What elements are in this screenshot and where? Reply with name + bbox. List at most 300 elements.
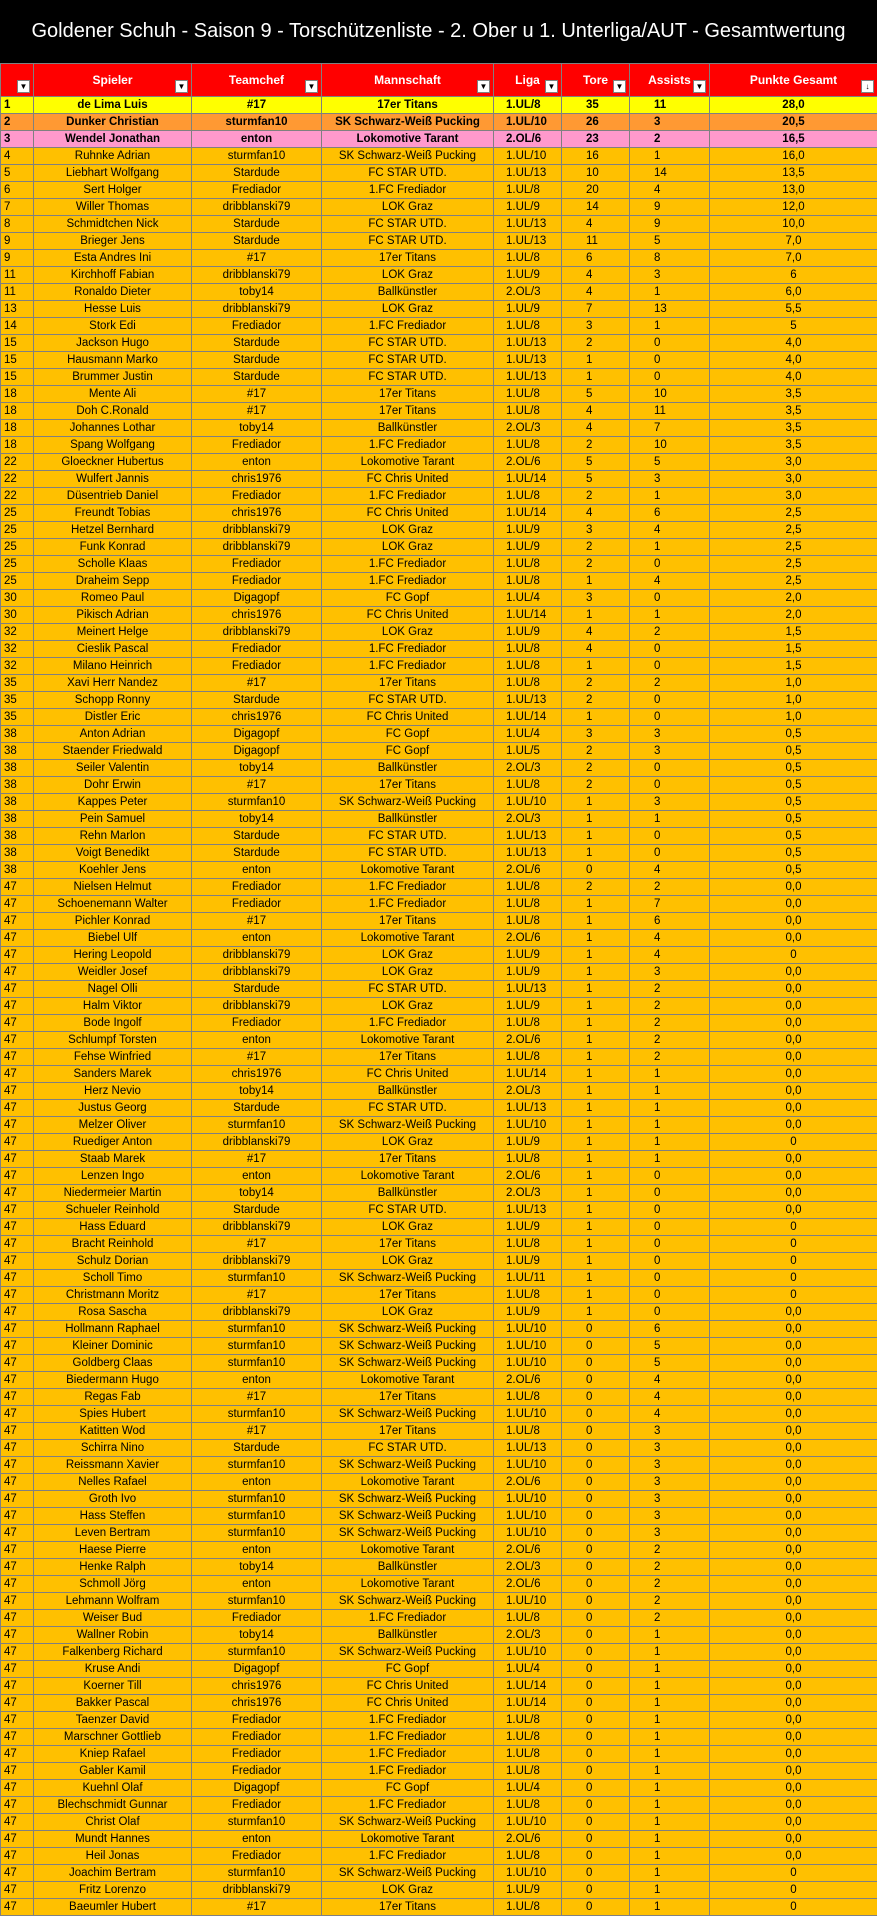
assists-cell: 5 (630, 233, 710, 250)
player-cell: Düsentrieb Daniel (34, 488, 192, 505)
teamchef-cell: Frediador (192, 1848, 322, 1865)
teamchef-cell: toby14 (192, 420, 322, 437)
team-cell: 1.FC Frediador (322, 658, 494, 675)
player-cell: Hass Eduard (34, 1219, 192, 1236)
goals-cell: 0 (562, 1661, 630, 1678)
league-cell: 1.UL/8 (494, 658, 562, 675)
team-cell: Ballkünstler (322, 284, 494, 301)
player-cell: Mente Ali (34, 386, 192, 403)
goals-cell: 1 (562, 930, 630, 947)
points-cell: 0,0 (710, 1610, 877, 1627)
points-cell: 0,0 (710, 1491, 877, 1508)
teamchef-cell: #17 (192, 403, 322, 420)
goals-cell: 23 (562, 131, 630, 148)
goals-cell: 35 (562, 97, 630, 114)
goals-cell: 1 (562, 794, 630, 811)
rank-cell: 14 (1, 318, 34, 335)
assists-cell: 2 (630, 1049, 710, 1066)
table-row (1, 1644, 877, 1661)
assists-cell: 6 (630, 1321, 710, 1338)
points-cell: 4,0 (710, 352, 877, 369)
player-cell: Christmann Moritz (34, 1287, 192, 1304)
table-row (1, 1389, 877, 1406)
teamchef-cell: toby14 (192, 760, 322, 777)
table-row (1, 641, 877, 658)
points-cell: 5,5 (710, 301, 877, 318)
teamchef-cell: Digagopf (192, 726, 322, 743)
player-cell: Seiler Valentin (34, 760, 192, 777)
league-cell: 2.OL/6 (494, 1576, 562, 1593)
league-cell: 2.OL/3 (494, 760, 562, 777)
league-cell: 1.UL/10 (494, 1338, 562, 1355)
points-cell: 0 (710, 1865, 877, 1882)
assists-cell: 1 (630, 1151, 710, 1168)
points-cell: 0,0 (710, 1780, 877, 1797)
league-cell: 1.UL/8 (494, 1015, 562, 1032)
points-cell: 7,0 (710, 233, 877, 250)
league-cell: 1.UL/14 (494, 471, 562, 488)
dropdown-arrow-icon[interactable]: ▼ (305, 80, 318, 93)
rank-cell: 47 (1, 1457, 34, 1474)
dropdown-arrow-icon[interactable]: ▼ (545, 80, 558, 93)
league-cell: 1.UL/14 (494, 1695, 562, 1712)
team-cell: Lokomotive Tarant (322, 1032, 494, 1049)
player-cell: Mundt Hannes (34, 1831, 192, 1848)
rank-cell: 38 (1, 760, 34, 777)
teamchef-cell: toby14 (192, 1627, 322, 1644)
goals-cell: 1 (562, 845, 630, 862)
team-cell: FC Chris United (322, 1678, 494, 1695)
dropdown-arrow-icon[interactable]: ▼ (477, 80, 490, 93)
league-cell: 1.UL/8 (494, 403, 562, 420)
table-row (1, 556, 877, 573)
team-cell: LOK Graz (322, 964, 494, 981)
assists-cell: 1 (630, 284, 710, 301)
teamchef-cell: #17 (192, 1389, 322, 1406)
teamchef-cell: sturmfan10 (192, 1355, 322, 1372)
assists-cell: 3 (630, 114, 710, 131)
goals-cell: 2 (562, 675, 630, 692)
table-row (1, 1491, 877, 1508)
teamchef-cell: enton (192, 454, 322, 471)
goals-cell: 0 (562, 1797, 630, 1814)
rank-cell: 47 (1, 1270, 34, 1287)
teamchef-cell: Frediador (192, 1746, 322, 1763)
goals-cell: 0 (562, 1542, 630, 1559)
assists-cell: 1 (630, 539, 710, 556)
assists-cell: 4 (630, 573, 710, 590)
assists-cell: 1 (630, 1729, 710, 1746)
league-cell: 1.UL/13 (494, 828, 562, 845)
table-row (1, 131, 877, 148)
rank-cell: 47 (1, 1185, 34, 1202)
goals-cell: 1 (562, 1185, 630, 1202)
teamchef-cell: dribblanski79 (192, 539, 322, 556)
assists-cell: 2 (630, 1015, 710, 1032)
player-cell: Bode Ingolf (34, 1015, 192, 1032)
rank-cell: 38 (1, 811, 34, 828)
table-row (1, 1695, 877, 1712)
goals-cell: 0 (562, 1780, 630, 1797)
assists-cell: 1 (630, 1797, 710, 1814)
assists-cell: 5 (630, 1355, 710, 1372)
table-row (1, 1202, 877, 1219)
player-cell: Schirra Nino (34, 1440, 192, 1457)
team-cell: LOK Graz (322, 522, 494, 539)
points-cell: 12,0 (710, 199, 877, 216)
rank-cell: 22 (1, 454, 34, 471)
teamchef-cell: dribblanski79 (192, 1219, 322, 1236)
league-cell: 1.UL/9 (494, 539, 562, 556)
teamchef-cell: dribblanski79 (192, 301, 322, 318)
dropdown-arrow-icon[interactable]: ▼ (17, 80, 30, 93)
rank-cell: 47 (1, 1168, 34, 1185)
points-cell: 4,0 (710, 369, 877, 386)
table-row (1, 1338, 877, 1355)
rank-cell: 38 (1, 726, 34, 743)
assists-cell: 3 (630, 964, 710, 981)
points-cell: 0,0 (710, 1814, 877, 1831)
table-row (1, 607, 877, 624)
table-row (1, 1015, 877, 1032)
assists-cell: 0 (630, 641, 710, 658)
league-cell: 1.UL/9 (494, 624, 562, 641)
header-liga: Liga ▼ (494, 64, 562, 97)
player-cell: Weidler Josef (34, 964, 192, 981)
assists-cell: 1 (630, 1882, 710, 1899)
goals-cell: 0 (562, 1406, 630, 1423)
league-cell: 2.OL/6 (494, 1474, 562, 1491)
assists-cell: 4 (630, 182, 710, 199)
table-row (1, 97, 877, 114)
team-cell: Lokomotive Tarant (322, 1542, 494, 1559)
assists-cell: 10 (630, 386, 710, 403)
table-row (1, 1304, 877, 1321)
dropdown-arrow-icon[interactable]: ▼ (693, 80, 706, 93)
goals-cell: 2 (562, 488, 630, 505)
goals-cell: 5 (562, 471, 630, 488)
points-cell: 0 (710, 947, 877, 964)
header-teamchef: Teamchef ▼ (192, 64, 322, 97)
points-cell: 0,0 (710, 1083, 877, 1100)
rank-cell: 11 (1, 284, 34, 301)
league-cell: 1.UL/13 (494, 845, 562, 862)
table-row (1, 828, 877, 845)
table-row (1, 471, 877, 488)
league-cell: 1.UL/14 (494, 607, 562, 624)
assists-cell: 0 (630, 335, 710, 352)
points-cell: 2,5 (710, 539, 877, 556)
table-row (1, 403, 877, 420)
table-row (1, 318, 877, 335)
table-row (1, 522, 877, 539)
league-cell: 1.UL/8 (494, 573, 562, 590)
assists-cell: 3 (630, 1423, 710, 1440)
points-cell: 0,0 (710, 1661, 877, 1678)
team-cell: 1.FC Frediador (322, 182, 494, 199)
points-cell: 0,0 (710, 1831, 877, 1848)
rank-cell: 38 (1, 777, 34, 794)
rank-cell: 47 (1, 930, 34, 947)
assists-cell: 4 (630, 1389, 710, 1406)
league-cell: 1.UL/8 (494, 913, 562, 930)
player-cell: Nagel Olli (34, 981, 192, 998)
player-cell: Ronaldo Dieter (34, 284, 192, 301)
league-cell: 1.UL/13 (494, 165, 562, 182)
teamchef-cell: enton (192, 1168, 322, 1185)
page-title: Goldener Schuh - Saison 9 - Torschützenliste - 2. Ober u 1. Unterliga/AUT - Gesamtwertung (0, 0, 877, 63)
points-cell: 0,0 (710, 1355, 877, 1372)
goals-cell: 1 (562, 1270, 630, 1287)
player-cell: Schulz Dorian (34, 1253, 192, 1270)
rank-cell: 47 (1, 913, 34, 930)
goals-cell: 1 (562, 1151, 630, 1168)
teamchef-cell: Stardude (192, 1202, 322, 1219)
player-cell: Hass Steffen (34, 1508, 192, 1525)
rank-cell: 38 (1, 828, 34, 845)
league-cell: 1.UL/10 (494, 1321, 562, 1338)
player-cell: Meinert Helge (34, 624, 192, 641)
points-cell: 0,0 (710, 1440, 877, 1457)
assists-cell: 0 (630, 692, 710, 709)
teamchef-cell: Stardude (192, 1440, 322, 1457)
team-cell: 1.FC Frediador (322, 1763, 494, 1780)
points-cell: 0,5 (710, 777, 877, 794)
assists-cell: 0 (630, 777, 710, 794)
teamchef-cell: Frediador (192, 1763, 322, 1780)
teamchef-cell: sturmfan10 (192, 1593, 322, 1610)
assists-cell: 1 (630, 488, 710, 505)
rank-cell: 25 (1, 556, 34, 573)
teamchef-cell: #17 (192, 777, 322, 794)
team-cell: SK Schwarz-Weiß Pucking (322, 1117, 494, 1134)
rank-cell: 7 (1, 199, 34, 216)
teamchef-cell: Frediador (192, 556, 322, 573)
teamchef-cell: sturmfan10 (192, 1644, 322, 1661)
rank-cell: 15 (1, 369, 34, 386)
goals-cell: 1 (562, 1236, 630, 1253)
teamchef-cell: sturmfan10 (192, 1814, 322, 1831)
points-cell: 0,0 (710, 1015, 877, 1032)
player-cell: Distler Eric (34, 709, 192, 726)
rank-cell: 47 (1, 1151, 34, 1168)
team-cell: SK Schwarz-Weiß Pucking (322, 1321, 494, 1338)
teamchef-cell: #17 (192, 1423, 322, 1440)
goals-cell: 4 (562, 641, 630, 658)
league-cell: 1.UL/10 (494, 148, 562, 165)
assists-cell: 4 (630, 862, 710, 879)
teamchef-cell: sturmfan10 (192, 114, 322, 131)
goals-cell: 3 (562, 522, 630, 539)
table-row (1, 216, 877, 233)
player-cell: Doh C.Ronald (34, 403, 192, 420)
dropdown-arrow-icon[interactable]: ▼ (613, 80, 626, 93)
points-cell: 0,0 (710, 879, 877, 896)
points-cell: 0,0 (710, 1678, 877, 1695)
table-row (1, 1236, 877, 1253)
goals-cell: 1 (562, 1117, 630, 1134)
table-row (1, 1797, 877, 1814)
table-row (1, 658, 877, 675)
table-row (1, 437, 877, 454)
team-cell: Lokomotive Tarant (322, 930, 494, 947)
player-cell: Ruhnke Adrian (34, 148, 192, 165)
player-cell: Liebhart Wolfgang (34, 165, 192, 182)
points-cell: 0,0 (710, 1117, 877, 1134)
rank-cell: 47 (1, 1644, 34, 1661)
team-cell: 1.FC Frediador (322, 556, 494, 573)
teamchef-cell: dribblanski79 (192, 267, 322, 284)
header-assists: Assists ▼ (630, 64, 710, 97)
goals-cell: 1 (562, 998, 630, 1015)
rank-cell: 47 (1, 1542, 34, 1559)
rank-cell: 35 (1, 675, 34, 692)
header-rank (1, 64, 34, 97)
team-cell: LOK Graz (322, 301, 494, 318)
team-cell: SK Schwarz-Weiß Pucking (322, 1814, 494, 1831)
rank-cell: 47 (1, 1508, 34, 1525)
table-row (1, 845, 877, 862)
rank-cell: 38 (1, 743, 34, 760)
team-cell: FC Chris United (322, 709, 494, 726)
player-cell: Heil Jonas (34, 1848, 192, 1865)
player-cell: Joachim Bertram (34, 1865, 192, 1882)
points-cell: 0,0 (710, 1593, 877, 1610)
team-cell: Lokomotive Tarant (322, 1576, 494, 1593)
goals-cell: 3 (562, 318, 630, 335)
teamchef-cell: dribblanski79 (192, 1134, 322, 1151)
points-cell: 0,0 (710, 1338, 877, 1355)
table-row (1, 590, 877, 607)
assists-cell: 14 (630, 165, 710, 182)
assists-cell: 2 (630, 1576, 710, 1593)
teamchef-cell: #17 (192, 386, 322, 403)
league-cell: 2.OL/6 (494, 930, 562, 947)
assists-cell: 0 (630, 1304, 710, 1321)
rank-cell: 22 (1, 488, 34, 505)
rank-cell: 32 (1, 641, 34, 658)
table-row (1, 1134, 877, 1151)
teamchef-cell: Digagopf (192, 1780, 322, 1797)
goals-cell: 1 (562, 1049, 630, 1066)
points-cell: 0,5 (710, 726, 877, 743)
teamchef-cell: dribblanski79 (192, 998, 322, 1015)
team-cell: Ballkünstler (322, 1627, 494, 1644)
player-cell: Romeo Paul (34, 590, 192, 607)
table-row (1, 1712, 877, 1729)
teamchef-cell: Stardude (192, 335, 322, 352)
scorers-table (0, 63, 877, 1916)
assists-cell: 1 (630, 1712, 710, 1729)
table-row (1, 1423, 877, 1440)
rank-cell: 47 (1, 1253, 34, 1270)
player-cell: Bracht Reinhold (34, 1236, 192, 1253)
league-cell: 1.UL/8 (494, 182, 562, 199)
player-cell: Scholl Timo (34, 1270, 192, 1287)
league-cell: 1.UL/5 (494, 743, 562, 760)
points-cell: 0,0 (710, 1746, 877, 1763)
points-cell: 0,0 (710, 1474, 877, 1491)
league-cell: 1.UL/13 (494, 1440, 562, 1457)
teamchef-cell: enton (192, 131, 322, 148)
team-cell: Ballkünstler (322, 1185, 494, 1202)
player-cell: Brummer Justin (34, 369, 192, 386)
teamchef-cell: enton (192, 1831, 322, 1848)
rank-cell: 47 (1, 1236, 34, 1253)
league-cell: 1.UL/13 (494, 369, 562, 386)
goals-cell: 1 (562, 1253, 630, 1270)
rank-cell: 47 (1, 1899, 34, 1916)
goals-cell: 1 (562, 913, 630, 930)
points-cell: 2,5 (710, 556, 877, 573)
player-cell: Fritz Lorenzo (34, 1882, 192, 1899)
goals-cell: 4 (562, 267, 630, 284)
player-cell: Reissmann Xavier (34, 1457, 192, 1474)
team-cell: SK Schwarz-Weiß Pucking (322, 1270, 494, 1287)
player-cell: Katitten Wod (34, 1423, 192, 1440)
points-cell: 0,0 (710, 981, 877, 998)
league-cell: 1.UL/8 (494, 97, 562, 114)
goals-cell: 0 (562, 1508, 630, 1525)
assists-cell: 13 (630, 301, 710, 318)
goals-cell: 0 (562, 1712, 630, 1729)
goals-cell: 2 (562, 743, 630, 760)
league-cell: 2.OL/3 (494, 811, 562, 828)
rank-cell: 35 (1, 692, 34, 709)
assists-cell: 1 (630, 1644, 710, 1661)
table-row (1, 998, 877, 1015)
rank-cell: 47 (1, 1015, 34, 1032)
dropdown-arrow-icon[interactable]: ▼ (175, 80, 188, 93)
team-cell: 1.FC Frediador (322, 437, 494, 454)
league-cell: 1.UL/8 (494, 1423, 562, 1440)
points-cell: 16,0 (710, 148, 877, 165)
points-cell: 0,0 (710, 1406, 877, 1423)
goals-cell: 1 (562, 1304, 630, 1321)
team-cell: SK Schwarz-Weiß Pucking (322, 1644, 494, 1661)
league-cell: 2.OL/6 (494, 1168, 562, 1185)
table-row (1, 1508, 877, 1525)
table-row (1, 488, 877, 505)
goals-cell: 1 (562, 1168, 630, 1185)
team-cell: FC STAR UTD. (322, 335, 494, 352)
player-cell: Regas Fab (34, 1389, 192, 1406)
player-cell: Johannes Lothar (34, 420, 192, 437)
team-cell: Lokomotive Tarant (322, 454, 494, 471)
goals-cell: 0 (562, 1882, 630, 1899)
player-cell: Groth Ivo (34, 1491, 192, 1508)
sort-descending-icon[interactable]: ↓ (861, 80, 874, 93)
table-row (1, 148, 877, 165)
league-cell: 1.UL/9 (494, 947, 562, 964)
player-cell: Spies Hubert (34, 1406, 192, 1423)
rank-cell: 47 (1, 964, 34, 981)
teamchef-cell: sturmfan10 (192, 1321, 322, 1338)
rank-cell: 47 (1, 1848, 34, 1865)
rank-cell: 38 (1, 862, 34, 879)
rank-cell: 47 (1, 1882, 34, 1899)
teamchef-cell: #17 (192, 250, 322, 267)
rank-cell: 47 (1, 896, 34, 913)
goals-cell: 4 (562, 420, 630, 437)
teamchef-cell: enton (192, 1372, 322, 1389)
teamchef-cell: Frediador (192, 1712, 322, 1729)
team-cell: Ballkünstler (322, 760, 494, 777)
goals-cell: 1 (562, 709, 630, 726)
goals-cell: 1 (562, 1032, 630, 1049)
points-cell: 1,0 (710, 709, 877, 726)
assists-cell: 9 (630, 216, 710, 233)
